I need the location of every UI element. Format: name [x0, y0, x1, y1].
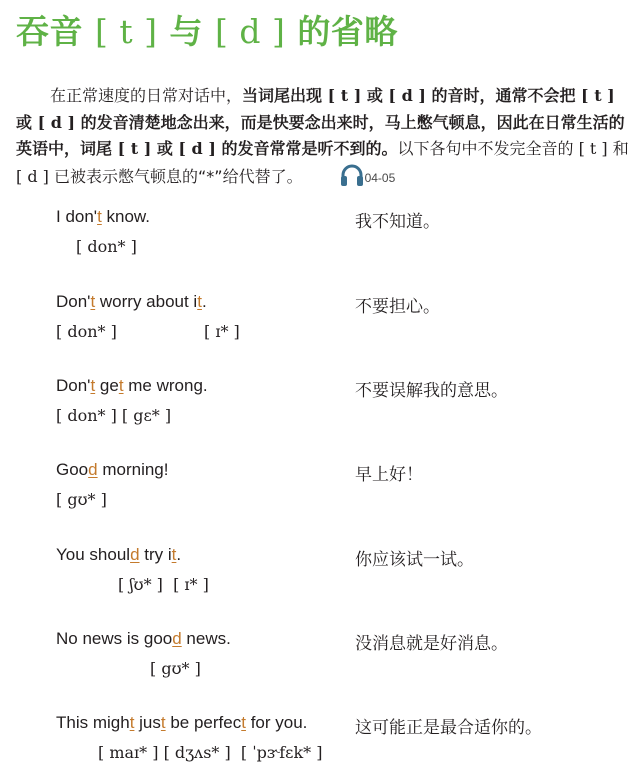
- ipa-transcription: [ gʊ* ]: [150, 659, 201, 678]
- ipa-transcription: [ don* ]: [76, 237, 137, 256]
- example-sentence: You should try it.: [56, 545, 182, 564]
- omitted-letter: t: [118, 376, 124, 395]
- example-translation: 这可能正是最合适你的。: [355, 718, 542, 738]
- example-translation: 我不知道。: [355, 212, 440, 232]
- ipa-transcription: [ ɪ* ]: [204, 322, 240, 341]
- example-translation: 你应该试一试。: [355, 550, 474, 570]
- omitted-letter: t: [160, 713, 166, 732]
- omitted-letter: t: [97, 207, 102, 226]
- omitted-letter: t: [90, 292, 96, 311]
- ipa-transcription: [ gʊ* ]: [56, 490, 107, 509]
- omitted-letter: d: [88, 460, 98, 479]
- example-sentence: Don't worry about it.: [56, 292, 207, 311]
- example-sentence: I don't know.: [56, 207, 150, 226]
- page-title: 吞音 [ t ] 与 [ d ] 的省略: [16, 12, 398, 51]
- omitted-letter: d: [172, 629, 182, 648]
- omitted-letter: t: [90, 376, 96, 395]
- example-sentence: Don't get me wrong.: [56, 376, 208, 395]
- ipa-transcription: [ maɪ* ] [ dʒʌs* ] [ ˈpɝfɛk* ]: [98, 743, 323, 762]
- omitted-letter: t: [171, 545, 177, 564]
- example-translation: 没消息就是好消息。: [355, 634, 508, 654]
- omitted-letter: d: [130, 545, 140, 564]
- example-translation: 早上好！: [355, 465, 423, 485]
- track-number: 04-05: [364, 170, 396, 185]
- example-sentence: No news is good news.: [56, 629, 231, 648]
- omitted-letter: t: [197, 292, 202, 311]
- omitted-letter: t: [241, 713, 246, 732]
- ipa-transcription: [ don* ]: [56, 322, 117, 341]
- ipa-transcription: [ don* ] [ gɛ* ]: [56, 406, 172, 425]
- omitted-letter: t: [129, 713, 135, 732]
- example-translation: 不要担心。: [355, 297, 440, 317]
- example-sentence: Good morning!: [56, 460, 169, 479]
- example-translation: 不要误解我的意思。: [355, 381, 508, 401]
- intro-paragraph: 在正常速度的日常对话中，当词尾出现 [ t ] 或 [ d ] 的音时，通常不会把 [ t ] 或 [ d ] 的发音清楚地念出来，而是快要念出来时，马上憋气顿息，因此在日常生活的英语中，词尾 [ t ] 或 [ d ] 的发音常常是听不到的。以下各句中不发完全音的 [ t ] 和 [ d ] 已被表示憋气顿息的“*”给代替了。 04-05: [16, 83, 634, 195]
- example-sentence: This might just be perfect for you.: [56, 713, 308, 732]
- ipa-transcription: [ ʃʊ* ] [ ɪ* ]: [118, 575, 209, 594]
- headphones-icon[interactable]: [305, 163, 365, 196]
